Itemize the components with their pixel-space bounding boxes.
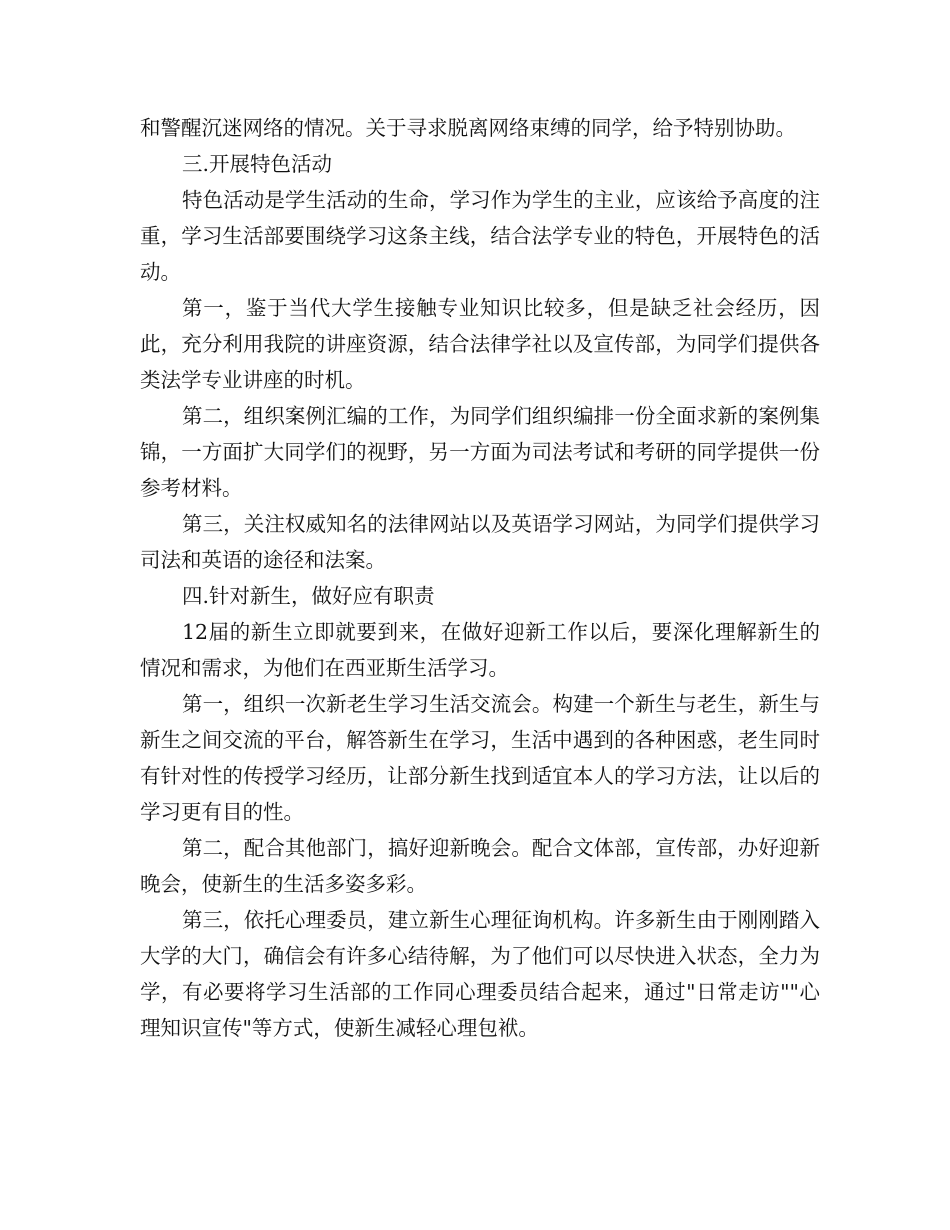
paragraph-second-cases: 第二，组织案例汇编的工作，为同学们组织编排一份全面求新的案例集锦，一方面扩大同学们的视野，另一方面为司法考试和考研的同学提供一份参考材料。: [140, 404, 820, 500]
paragraph-first-exchange: 第一，组织一次新老生学习生活交流会。构建一个新生与老生，新生与新生之间交流的平台，解答新生在学习，生活中遇到的各种困惑，老生同时有针对性的传授学习经历，让部分新生找到适宜本人的学习方法，让以后的学习更有目的性。: [140, 692, 820, 824]
paragraph-feature-activities: 特色活动是学生活动的生命，学习作为学生的主业，应该给予高度的注重，学习生活部要围绕学习这条主线，结合法学专业的特色，开展特色的活动。: [140, 188, 820, 284]
paragraph-first-lectures: 第一，鉴于当代大学生接触专业知识比较多，但是缺乏社会经历，因此，充分利用我院的讲座资源，结合法律学社以及宣传部，为同学们提供各类法学专业讲座的时机。: [140, 296, 820, 392]
paragraph-third-websites: 第三，关注权威知名的法律网站以及英语学习网站，为同学们提供学习司法和英语的途径和法案。: [140, 512, 820, 572]
paragraph-continuation: 和警醒沉迷网络的情况。关于寻求脱离网络束缚的同学，给予特别协助。: [140, 116, 796, 140]
section-heading-4: 四.针对新生，做好应有职责: [182, 584, 435, 608]
paragraph-second-party: 第二，配合其他部门，搞好迎新晚会。配合文体部，宣传部，办好迎新晚会，使新生的生活多姿多彩。: [140, 836, 820, 896]
section-heading-3: 三.开展特色活动: [182, 152, 333, 176]
paragraph-new-students: 12届的新生立即就要到来，在做好迎新工作以后，要深化理解新生的情况和需求，为他们在西亚斯生活学习。: [140, 620, 820, 680]
document-page: [140, 110, 820, 1046]
paragraph-third-counseling: 第三，依托心理委员，建立新生心理征询机构。许多新生由于刚刚踏入大学的大门，确信会有许多心结待解，为了他们可以尽快进入状态，全力为学，有必要将学习生活部的工作同心理委员结合起来，通过"日常走访""心理知识宣传"等方式，使新生减轻心理包袱。: [140, 908, 820, 1040]
